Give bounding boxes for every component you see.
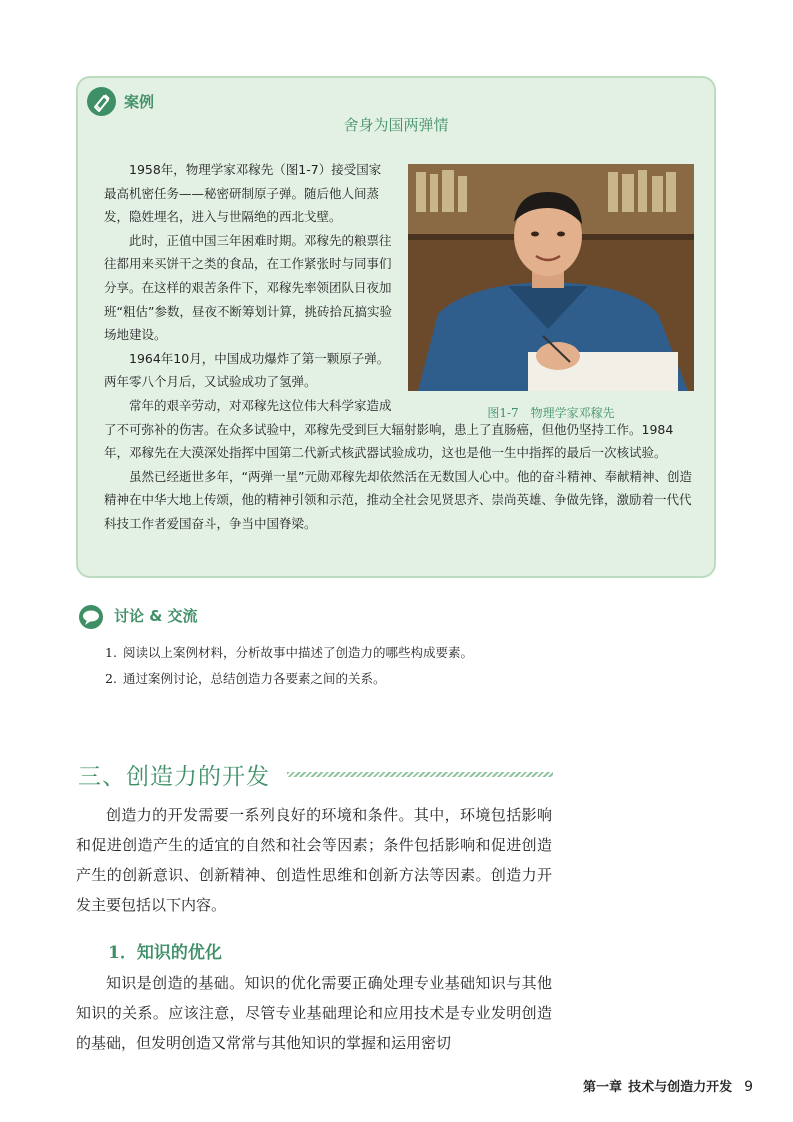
case-title: 舍身为国两弹情 (343, 116, 449, 134)
list-item-text: 通过案例讨论，总结创造力各要素之间的关系。 (122, 671, 386, 686)
case-text (104, 158, 694, 536)
footer-chapter: 第一章 (583, 1080, 623, 1095)
photo-caption: 图1-7 物理学家邓稼先 (487, 406, 615, 420)
section-divider (287, 772, 553, 777)
case-paragraph: 1958年，物理学家邓稼先（图1-7）接受国家最高机密任务——秘密研制原子弹。随后他人间蒸发，隐姓埋名，进入与世隔绝的西北戈壁。 (104, 162, 382, 225)
photo-figure (408, 164, 694, 420)
case-paragraph: 虽然已经逝世多年，“两弹一星”元勋邓稼先却依然活在无数国人心中。他的奋斗精神、奉献精神、创造精神在中华大地上传颂，他的精神引领和示范，推动全社会见贤思齐、崇尚英雄、争做先锋，激励着一代代科技工作者爱国奋斗，争当中国脊梁。 (104, 468, 692, 531)
list-item-number: 2. (105, 671, 117, 686)
page-footer (583, 1076, 753, 1095)
discussion-title: 讨论 & 交流 (114, 607, 198, 625)
discussion-list (105, 640, 473, 692)
pen-leaf-icon (87, 87, 116, 116)
section-title: 三、创造力的开发 (78, 764, 270, 790)
page-number: 9 (744, 1079, 753, 1095)
list-item (105, 666, 473, 692)
case-label: 案例 (124, 93, 155, 111)
speech-bubble-icon (78, 604, 104, 630)
section-paragraph: 创造力的开发需要一系列良好的环境和条件。其中，环境包括影响和促进创造产生的适宜的自然和社会等因素；条件包括影响和促进创造产生的创新意识、创新精神、创造性思维和创新方法等因素。创造力开发主要包括以下内容。 (76, 806, 552, 914)
list-item (105, 640, 473, 666)
scientist-photo (408, 164, 694, 391)
case-paragraph: 常年的艰辛劳动，对邓稼先这位伟大科学家造成了不可弥补的伤害。在众多试验中，邓稼先受到巨大辐射影响，患上了直肠癌，但他仍坚持工作。1984年，邓稼先在大漠深处指挥中国第二代新式核武器试验成功，这也是他一生中指挥的最后一次核试验。 (104, 397, 674, 461)
case-box (76, 76, 716, 578)
subsection-title: 1．知识的优化 (108, 943, 222, 963)
case-paragraph: 此时，正值中国三年困难时期。邓稼先的粮票往往都用来买饼干之类的食品，在工作紧张时与同事们分享。在这样的艰苦条件下，邓稼先率领团队日夜加班“粗估”参数，昼夜不断筹划计算，挑砖拾瓦搞实验场地建设。 (104, 232, 392, 343)
list-item-text: 阅读以上案例材料，分析故事中描述了创造力的哪些构成要素。 (122, 645, 473, 660)
section-paragraph: 知识是创造的基础。知识的优化需要正确处理专业基础知识与其他知识的关系。应该注意，尽管专业基础理论和应用技术是专业发明创造的基础，但发明创造又常常与其他知识的掌握和运用密切 (76, 974, 552, 1052)
footer-chapter-title: 技术与创造力开发 (628, 1080, 733, 1095)
case-paragraph: 1964年10月，中国成功爆炸了第一颗原子弹。两年零八个月后，又试验成功了氢弹。 (104, 350, 390, 390)
list-item-number: 1. (105, 645, 117, 660)
